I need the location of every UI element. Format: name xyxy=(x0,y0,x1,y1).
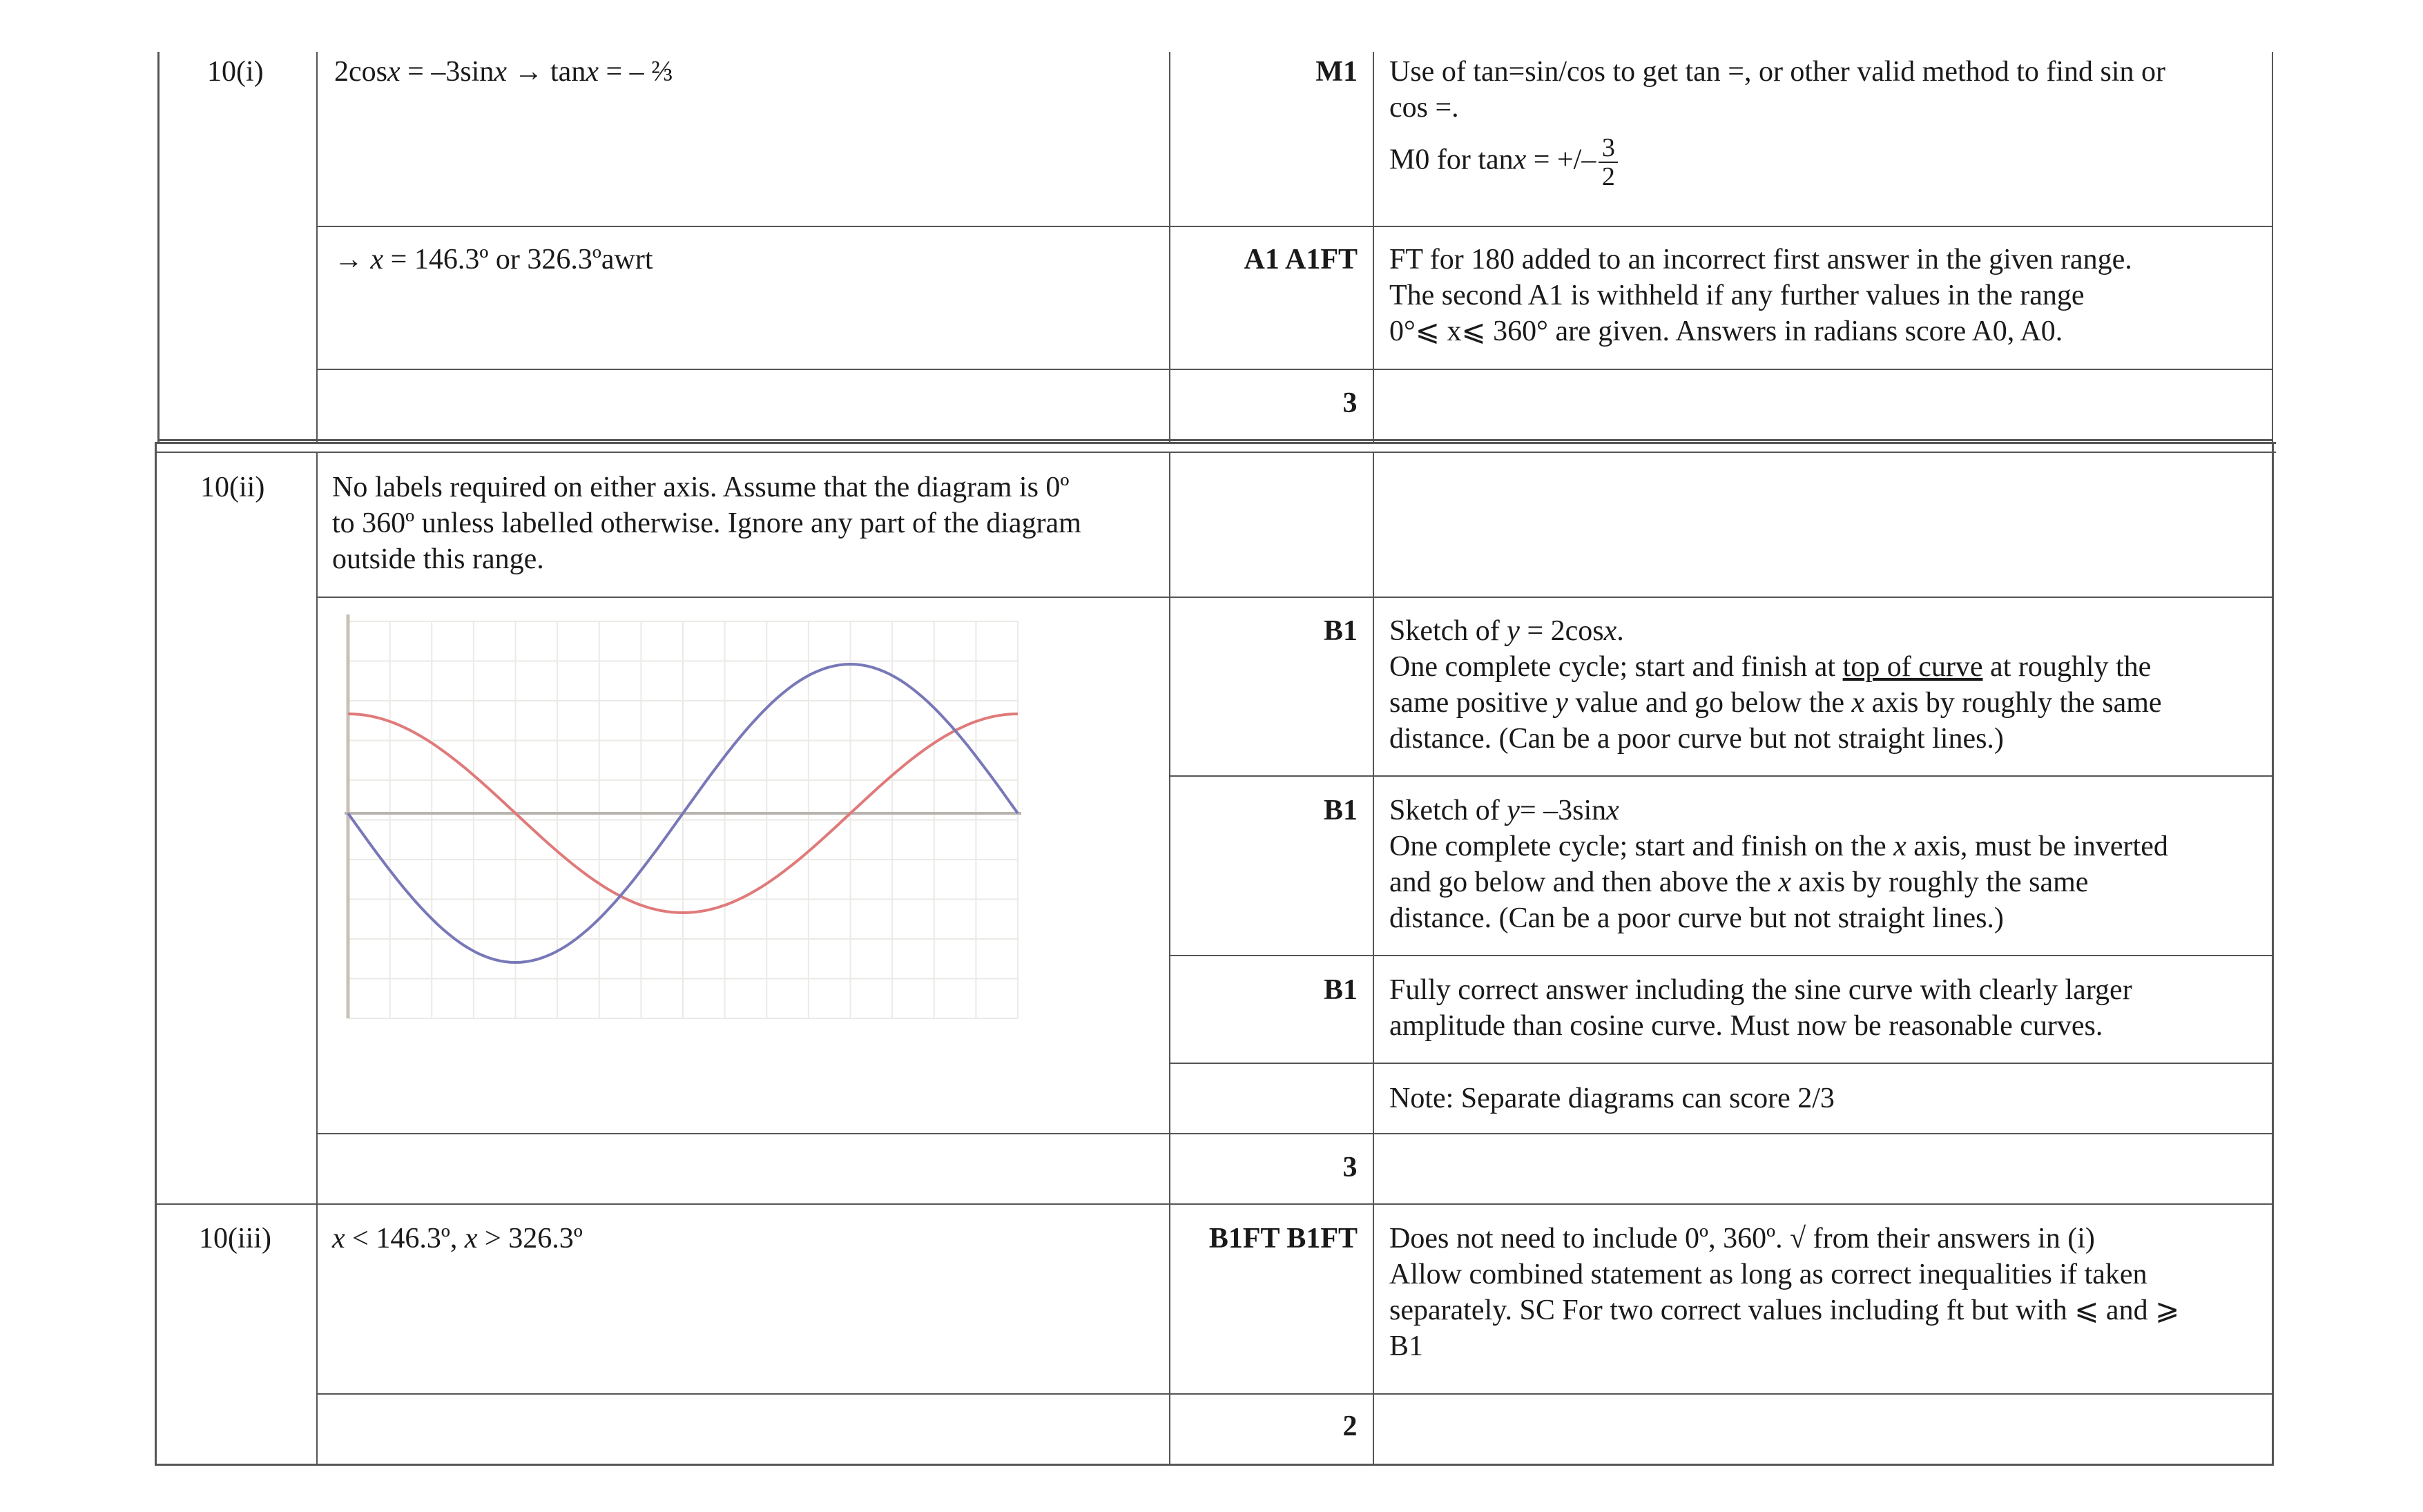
answer-10i-row2: → x = 146.3º or 326.3ºawrt xyxy=(334,244,653,275)
fraction-three-halves: $\frac{3}{2}$ xyxy=(1599,134,1618,191)
mark-10ii-b1-sin: B1 xyxy=(1323,795,1358,826)
guidance-10ii-cos: Sketch of y = 2cosx. One complete cycle; start and finish at top of curve at roughly the same positive y value and go below the x axis by roughly the same distance. (Can be a poor curve but not straight lines.) xyxy=(1389,615,2162,755)
total-10ii: 3 xyxy=(1342,1152,1358,1183)
total-10i: 3 xyxy=(1342,387,1358,419)
question-number-10ii: 10(ii) xyxy=(200,472,265,503)
answer-10iii: x < 146.3º, x > 326.3º xyxy=(332,1223,583,1254)
graph-grid xyxy=(348,621,1018,1018)
total-10iii: 2 xyxy=(1342,1411,1358,1442)
mark-10i-row1: M1 xyxy=(1315,56,1358,88)
mark-10ii-b1-full: B1 xyxy=(1323,974,1358,1006)
guidance-10ii-full: Fully correct answer including the sine curve with clearly larger amplitude than cosine curve. Must now be reasonable curves. xyxy=(1389,974,2132,1042)
mark-10iii: B1FT B1FT xyxy=(1208,1223,1358,1254)
guidance-10iii: Does not need to include 0º, 360º. √ from their answers in (i) Allow combined statement as long as correct inequalities if taken separately. SC For two correct values including ft but with ⩽ and ⩾ B1 xyxy=(1389,1223,2180,1362)
guidance-10i-row2: FT for 180 added to an incorrect first answer in the given range. The second A1 is withheld if any further values in the range 0°⩽ x⩽ 360° are given. Answers in radians score A0, A0. xyxy=(1389,244,2132,347)
answer-10i-row1: 2cosx = –3sinx → tanx = – ⅔ xyxy=(334,56,673,88)
mark-10i-row2: A1 A1FT xyxy=(1244,244,1358,275)
note-10ii: Note: Separate diagrams can score 2/3 xyxy=(1389,1083,1835,1114)
question-number-10iii: 10(iii) xyxy=(199,1223,271,1254)
graph-sketch xyxy=(334,614,1025,1022)
intro-10ii: No labels required on either axis. Assume that the diagram is 0º to 360º unless labelled otherwise. Ignore any part of the diagram outside this range. xyxy=(332,472,1081,575)
mark-10ii-b1-cos: B1 xyxy=(1323,615,1358,647)
guidance-10i-row1: Use of tan=sin/cos to get tan =, or other valid method to find sin or cos =. M0 for tanx = +/– $\frac{3}{2}$ xyxy=(1389,56,2166,191)
question-number-10i: 10(i) xyxy=(207,56,264,88)
guidance-10ii-sin: Sketch of y= –3sinx One complete cycle; start and finish on the x axis, must be inverted and go below and then above the x axis by roughly the same distance. (Can be a poor curve but not straight lines.) xyxy=(1389,795,2168,934)
